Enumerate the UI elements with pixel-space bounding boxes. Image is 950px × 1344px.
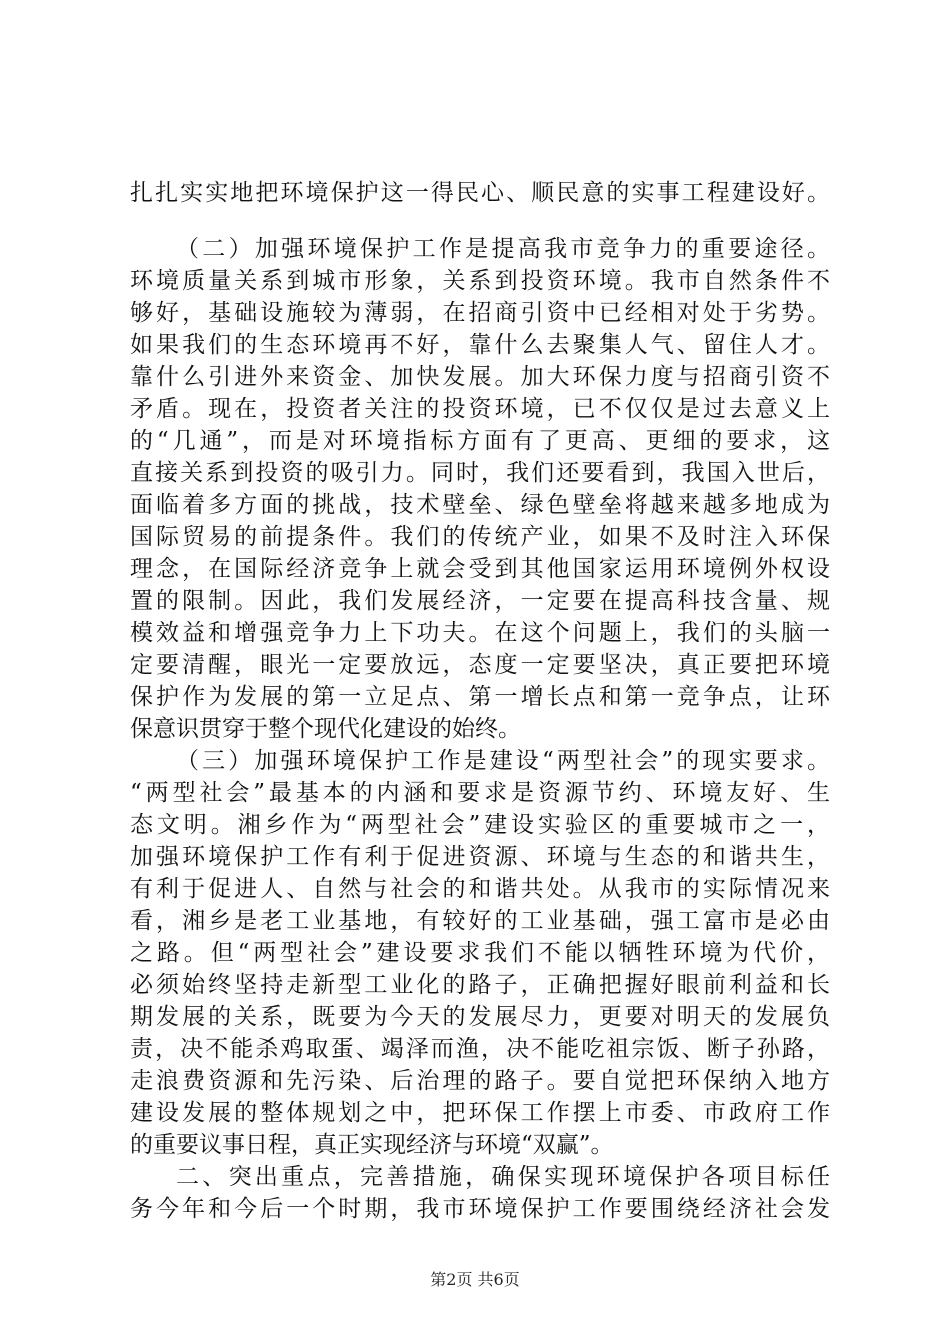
paragraph-line: 模效益和增强竞争力上下功夫。在这个问题上，我们的头脑一: [130, 620, 830, 646]
paragraph-3-heading-line: （三）加强环境保护工作是建设“两型社会”的现实要求。: [176, 748, 830, 774]
paragraph-line: 必须始终坚持走新型工业化的路子，正确把握好眼前利益和长: [130, 972, 830, 998]
paragraph-line-1: 扎扎实实地把环境保护这一得民心、顺民意的实事工程建设好。: [130, 180, 830, 206]
paragraph-line: 面临着多方面的挑战，技术壁垒、绿色壁垒将越来越多地成为: [130, 492, 830, 518]
paragraph-line: 靠什么引进外来资金、加快发展。加大环保力度与招商引资不: [130, 364, 830, 390]
paragraph-line: 置的限制。因此，我们发展经济，一定要在提高科技含量、规: [130, 588, 830, 614]
paragraph-line: 建设发展的整体规划之中，把环保工作摆上市委、市政府工作: [130, 1100, 830, 1126]
paragraph-line: 态文明。湘乡作为“两型社会”建设实验区的重要城市之一，: [130, 812, 830, 838]
paragraph-line: 如果我们的生态环境再不好，靠什么去聚集人气、留住人才。: [130, 332, 830, 358]
paragraph-line: 定要清醒，眼光一定要放远，态度一定要坚决，真正要把环境: [130, 652, 830, 678]
paragraph-line: 国际贸易的前提条件。我们的传统产业，如果不及时注入环保: [130, 524, 830, 550]
paragraph-line: 理念，在国际经济竞争上就会受到其他国家运用环境例外权设: [130, 556, 830, 582]
paragraph-line: 的“几通”，而是对环境指标方面有了更高、更细的要求，这: [130, 428, 830, 454]
paragraph-line: 保护作为发展的第一立足点、第一增长点和第一竞争点，让环: [130, 684, 830, 710]
paragraph-line: 责，决不能杀鸡取蛋、竭泽而渔，决不能吃祖宗饭、断子孙路，: [130, 1036, 830, 1062]
paragraph-line: 环境质量关系到城市形象，关系到投资环境。我市自然条件不: [130, 268, 830, 294]
paragraph-line: 保意识贯穿于整个现代化建设的始终。: [130, 716, 521, 742]
section-heading-line: 二、突出重点，完善措施，确保实现环境保护各项目标任: [176, 1164, 830, 1190]
paragraph-line: 走浪费资源和先污染、后治理的路子。要自觉把环保纳入地方: [130, 1068, 830, 1094]
paragraph-2-heading-line: （二）加强环境保护工作是提高我市竞争力的重要途径。: [176, 236, 830, 262]
page-number-footer: 第2页 共6页: [430, 1270, 520, 1289]
paragraph-line: 有利于促进人、自然与社会的和谐共处。从我市的实际情况来: [130, 876, 830, 902]
paragraph-line: 直接关系到投资的吸引力。同时，我们还要看到，我国入世后，: [130, 460, 830, 486]
paragraph-line: 务今年和今后一个时期，我市环境保护工作要围绕经济社会发: [130, 1196, 830, 1222]
paragraph-line: 的重要议事日程，真正实现经济与环境“双赢”。: [130, 1132, 614, 1158]
paragraph-line: 看，湘乡是老工业基地，有较好的工业基础，强工富市是必由: [130, 908, 830, 934]
paragraph-line: 之路。但“两型社会”建设要求我们不能以牺牲环境为代价，: [130, 940, 830, 966]
paragraph-line: 够好，基础设施较为薄弱，在招商引资中已经相对处于劣势。: [130, 300, 830, 326]
paragraph-line: “两型社会”最基本的内涵和要求是资源节约、环境友好、生: [130, 780, 830, 806]
paragraph-line: 期发展的关系，既要为今天的发展尽力，更要对明天的发展负: [130, 1004, 830, 1030]
paragraph-line: 加强环境保护工作有利于促进资源、环境与生态的和谐共生，: [130, 844, 830, 870]
paragraph-line: 矛盾。现在，投资者关注的投资环境，已不仅仅是过去意义上: [130, 396, 830, 422]
